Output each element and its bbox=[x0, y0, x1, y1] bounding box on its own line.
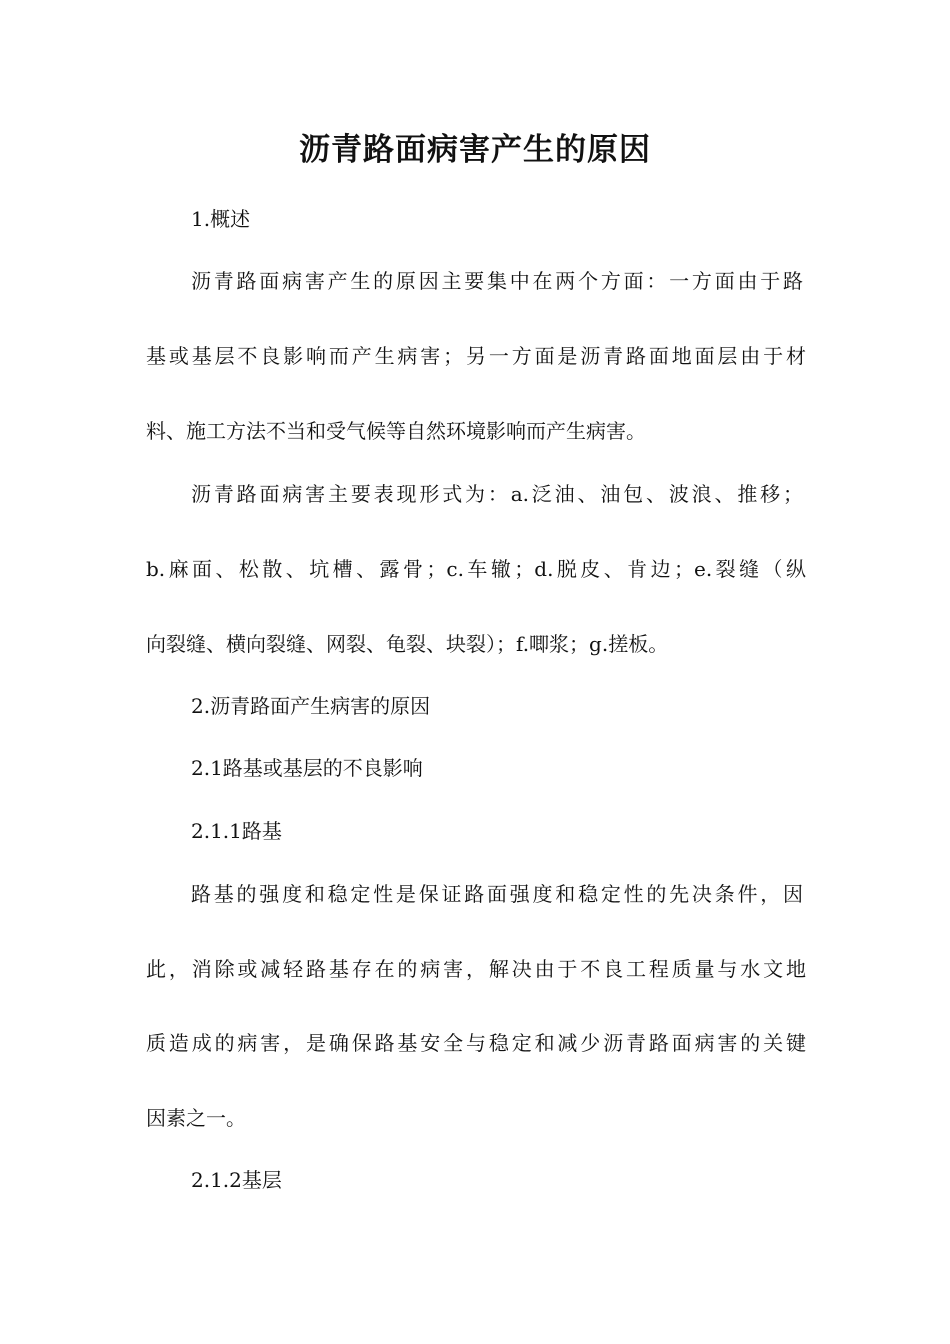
paragraph-line: b.麻面、松散、坑槽、露骨；c.车辙；d.脱皮、肯边；e.裂缝（纵 bbox=[146, 557, 806, 581]
paragraph-line: 料、施工方法不当和受气候等自然环境影响而产生病害。 bbox=[146, 419, 646, 443]
paragraph-line: 此，消除或减轻路基存在的病害，解决由于不良工程质量与水文地 bbox=[146, 957, 806, 981]
section-heading-causes: 2.沥青路面产生病害的原因 bbox=[191, 694, 431, 718]
paragraph-line: 因素之一。 bbox=[146, 1106, 246, 1130]
paragraph-line: 向裂缝、横向裂缝、网裂、龟裂、块裂）；f.唧浆；g.搓板。 bbox=[146, 632, 669, 656]
document-title: 沥青路面病害产生的原因 bbox=[299, 132, 651, 168]
section-heading-base-layer: 2.1.2基层 bbox=[191, 1168, 282, 1192]
section-heading-overview: 1.概述 bbox=[191, 207, 251, 231]
paragraph-line: 沥青路面病害主要表现形式为：a.泛油、油包、波浪、推移； bbox=[191, 482, 803, 506]
paragraph-line: 沥青路面病害产生的原因主要集中在两个方面：一方面由于路 bbox=[191, 269, 803, 293]
section-heading-subgrade: 2.1.1路基 bbox=[191, 819, 282, 843]
paragraph-line: 基或基层不良影响而产生病害；另一方面是沥青路面地面层由于材 bbox=[146, 344, 806, 368]
paragraph-line: 质造成的病害，是确保路基安全与稳定和减少沥青路面病害的关键 bbox=[146, 1031, 806, 1055]
section-heading-subgrade-base: 2.1路基或基层的不良影响 bbox=[191, 756, 423, 780]
paragraph-line: 路基的强度和稳定性是保证路面强度和稳定性的先决条件，因 bbox=[191, 882, 803, 906]
